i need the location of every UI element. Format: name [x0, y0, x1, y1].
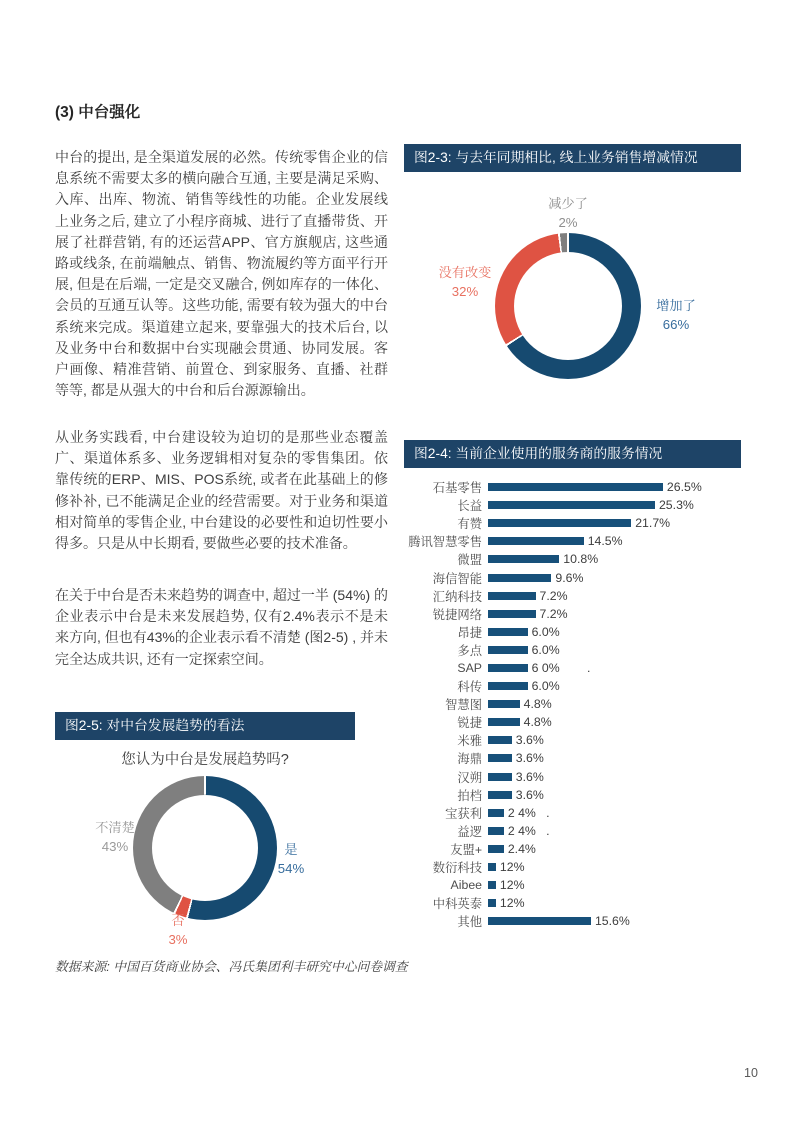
slice-name: 增加了: [656, 298, 696, 313]
bar-category-label: 锐捷: [457, 716, 482, 731]
bar-category-label: SAP: [457, 660, 482, 675]
data-source-note: 数据来源: 中国百货商业协会、冯氏集团利丰研究中心问卷调查: [55, 959, 408, 974]
bar-value-label: 3.6%: [515, 787, 544, 802]
bar-value-label: 2 4% .: [507, 823, 550, 838]
bar: [488, 610, 536, 618]
slice-label-no-change: [415, 263, 515, 301]
figure-2-5-subtitle: 您认为中台是发展趋势吗?: [121, 752, 289, 768]
bar-category-label: 友盟+: [450, 842, 482, 857]
bar-category-label: 中科英泰: [432, 897, 482, 912]
bar-category-label: 海信智能: [432, 571, 482, 586]
bar: [488, 791, 512, 799]
bar-row: [404, 876, 784, 894]
bar-category-label: 拍档: [457, 788, 482, 803]
bar-value-label: 2 4% .: [507, 805, 550, 820]
bar-row: [404, 605, 784, 623]
bar-row: [404, 912, 784, 930]
bar-row: [404, 478, 784, 496]
bar-value-label: 12%: [499, 860, 525, 875]
bar: [488, 501, 655, 509]
bar-row: [404, 786, 784, 804]
slice-name: 没有改变: [438, 265, 492, 280]
bar-row: [404, 840, 784, 858]
bar: [488, 628, 528, 636]
bar: [488, 646, 528, 654]
bar-value-label: 21.7%: [635, 516, 671, 531]
bar-row: [404, 641, 784, 659]
slice-value: 43%: [101, 839, 129, 854]
figure-2-5-title: 图2-5: 对中台发展趋势的看法: [65, 718, 245, 733]
bar: [488, 664, 528, 672]
bar-category-label: 海鼎: [457, 752, 482, 767]
bar-value-label: 14.5%: [587, 534, 623, 549]
bar-category-label: 数衍科技: [432, 861, 482, 876]
bar-value-label: 15.6%: [594, 914, 630, 929]
figure-2-5-title-band: [55, 712, 355, 740]
figure-2-3-title: 图2-3: 与去年同期相比, 线上业务销售增减情况: [414, 150, 698, 165]
bar: [488, 592, 536, 600]
bar-value-label: 4.8%: [523, 715, 552, 730]
bar: [488, 555, 559, 563]
figure-2-4-title-band: [404, 440, 741, 468]
bar-value-label: 3.6%: [515, 769, 544, 784]
bar: [488, 754, 512, 762]
bar-row: [404, 731, 784, 749]
figure-2-3-title-band: [404, 144, 741, 172]
slice-label-yes: [241, 840, 341, 878]
bar-category-label: 益逻: [457, 824, 482, 839]
bar-row: [404, 514, 784, 532]
bar-value-label: 12%: [499, 878, 525, 893]
paragraph: 中台的提出, 是全渠道发展的必然。传统零售企业的信息系统不需要太多的横向融合互通, 主要是满足采购、入库、出库、物流、销售等线性的功能。企业发展线上业务之后, 建立了小程序商城、进行了直播带货、开展了社群营销, 有的还运营APP、官方旗舰店, 这些通路或线条, 在前端触点、销售、物流履约等方面平行开展, 但是在后端, 一定是交叉融合, 例如库存的一体化、会员的互通互认等。这些功能, 需要有较为强大的中台系统来完成。渠道建立起来, 要靠强大的技术后台, 以及业务中台和数据中台实现融会贯通、协同发展。客户画像、精准营销、前置仓、到家服务、直播、社群等等, 都是从强大的中台和后台源源输出。: [55, 149, 388, 399]
bar-value-label: 2.4%: [507, 841, 536, 856]
bar-row: [404, 587, 784, 605]
bar-category-label: 昂捷: [457, 625, 482, 640]
bar-row: [404, 623, 784, 641]
donut-chart-online-sales: [495, 233, 641, 379]
bar: [488, 700, 520, 708]
bar: [488, 809, 504, 817]
bar-row: [404, 822, 784, 840]
bar-value-label: 9.6%: [555, 570, 584, 585]
bar-row: [404, 532, 784, 550]
bar-category-label: 汉朔: [457, 770, 482, 785]
paragraph: 在关于中台是否未来趋势的调查中, 超过一半 (54%) 的企业表示中台是未来发展趋势, 仅有2.4%表示不是未来方向, 但也有43%的企业表示看不清楚 (图2-5) , 并未完全达成共识, 还有一定探索空间。: [55, 587, 388, 667]
bar: [488, 863, 496, 871]
bar: [488, 483, 663, 491]
bar-value-label: 3.6%: [515, 751, 544, 766]
bar-row: [404, 749, 784, 767]
slice-name: 是: [284, 842, 298, 857]
bar-row: [404, 804, 784, 822]
slice-value: 3%: [168, 932, 188, 947]
bar-value-label: 6.0%: [531, 642, 560, 657]
bar-category-label: 锐捷网络: [432, 607, 482, 622]
bar-category-label: Aibee: [450, 878, 482, 893]
bar-row: [404, 858, 784, 876]
slice-name: 不清楚: [95, 820, 135, 835]
bar-value-label: 6.0%: [531, 624, 560, 639]
section-heading: (3) 中台强化: [55, 104, 141, 121]
figure-2-4-title: 图2-4: 当前企业使用的服务商的服务情况: [414, 446, 663, 461]
bar-category-label: 多点: [457, 643, 482, 658]
slice-label-unclear: [65, 818, 165, 856]
bar: [488, 917, 591, 925]
bar-row: [404, 496, 784, 514]
bar: [488, 519, 631, 527]
bar: [488, 682, 528, 690]
bar-value-label: 26.5%: [666, 480, 702, 495]
slice-name: 否: [171, 913, 185, 928]
slice-value: 32%: [451, 284, 479, 299]
bar-chart-service-providers: [404, 478, 784, 930]
bar: [488, 537, 584, 545]
bar-category-label: 宝获利: [445, 806, 482, 821]
slice-name: 减少了: [548, 196, 588, 211]
bar-value-label: 4.8%: [523, 697, 552, 712]
bar-category-label: 科传: [457, 680, 482, 695]
bar-category-label: 微盟: [457, 553, 482, 568]
bar: [488, 718, 520, 726]
slice-value: 2%: [558, 215, 578, 230]
bar-row: [404, 568, 784, 586]
slice-value: 66%: [662, 317, 690, 332]
bar: [488, 845, 504, 853]
slice-value: 54%: [277, 861, 305, 876]
bar: [488, 881, 496, 889]
bar-row: [404, 768, 784, 786]
bar-category-label: 长益: [457, 499, 482, 514]
bar: [488, 827, 504, 835]
bar-value-label: 6.0%: [531, 679, 560, 694]
bar-value-label: 25.3%: [658, 498, 694, 513]
bar-category-label: 智慧图: [445, 698, 482, 713]
slice-label-decreased: [518, 194, 618, 232]
bar-row: [404, 695, 784, 713]
paragraph: 从业务实践看, 中台建设较为迫切的是那些业态覆盖广、渠道体系多、业务逻辑相对复杂的零售集团。依靠传统的ERP、MIS、POS系统, 或者在此基础上的修修补补, 已不能满足企业的经营需要。对于业务和渠道相对简单的零售企业, 中台建设的必要性和迫切性要小得多。只是从中长期看, 要做些必要的技术准备。: [55, 429, 388, 552]
bar: [488, 899, 496, 907]
bar-category-label: 米雅: [457, 734, 482, 749]
bar-row: [404, 550, 784, 568]
bar-row: [404, 713, 784, 731]
bar-value-label: 6 0% .: [531, 660, 591, 675]
bar-value-label: 10.8%: [563, 552, 599, 567]
bar-value-label: 3.6%: [515, 733, 544, 748]
bar-category-label: 其他: [457, 915, 482, 930]
bar-value-label: 7.2%: [539, 606, 568, 621]
bar: [488, 574, 551, 582]
bar: [488, 736, 512, 744]
bar-category-label: 石基零售: [432, 481, 482, 496]
slice-label-no: [128, 911, 228, 949]
bar-row: [404, 894, 784, 912]
slice-label-increased: [626, 296, 726, 334]
bar-row: [404, 659, 784, 677]
bar-category-label: 汇纳科技: [432, 589, 482, 604]
bar-value-label: 7.2%: [539, 588, 568, 603]
bar-category-label: 有赞: [457, 517, 482, 532]
bar-category-label: 腾讯智慧零售: [408, 535, 482, 550]
bar-value-label: 12%: [499, 896, 525, 911]
bar: [488, 773, 512, 781]
page-number: 10: [744, 1066, 758, 1080]
bar-row: [404, 677, 784, 695]
